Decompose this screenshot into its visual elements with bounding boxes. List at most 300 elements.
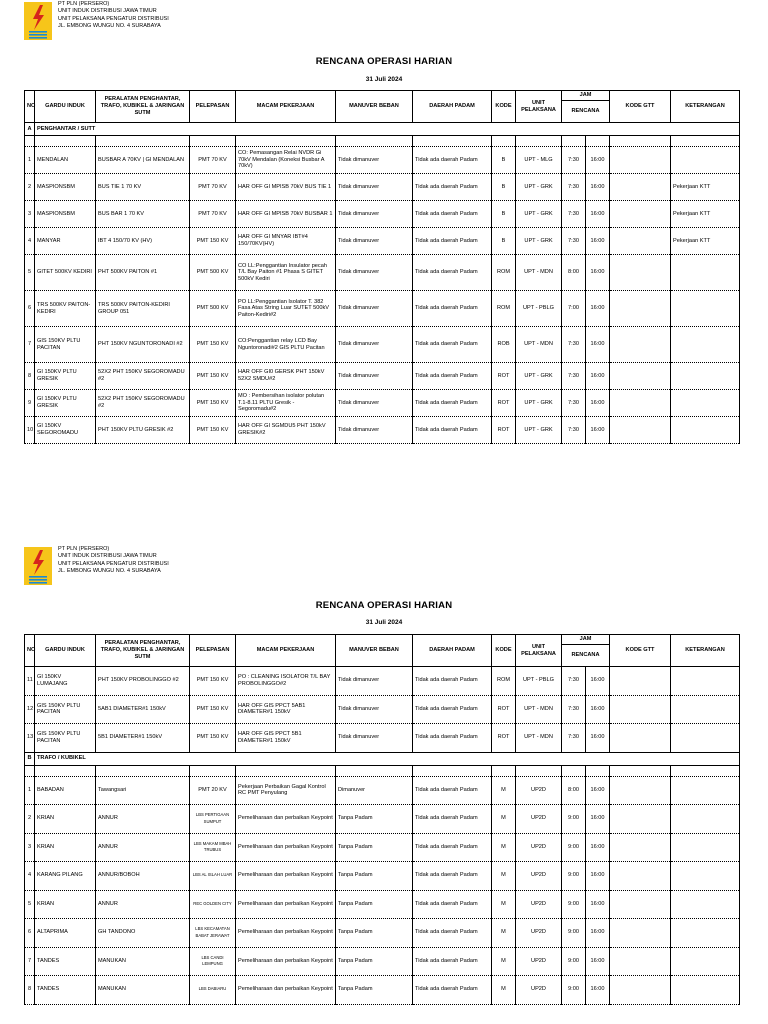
cell-jam-mulai: 7:30 [562,201,586,228]
cell-no: 5 [25,890,35,919]
cell-daerah-padam: Tidak ada daerah Padam [413,255,492,291]
cell-gardu-induk: GI 150KV SEGOROMADU [35,417,96,444]
company-unit-pelaksana: UNIT PELAKSANA PENGATUR DISTRIBUSI [58,560,169,567]
cell-macam-pekerjaan: CO:Penggantian relay LCD Bay Nguntoronadi#2 GIS PLTU Pacitan [236,327,336,363]
cell-kode-gtt [610,805,671,834]
cell-pelepasan: PMT 150 KV [190,390,236,417]
cell-kode-gtt [610,947,671,976]
table-row [25,255,740,291]
cell-jam-selesai: 16:00 [586,833,610,862]
col-manuver-beban: MANUVER BEBAN [336,635,413,667]
section-letter: B [25,752,35,765]
table-row [25,919,740,948]
cell-keterangan [671,976,740,1005]
cell-jam-mulai: 9:00 [562,947,586,976]
col-keterangan: KETERANGAN [671,635,740,667]
col-peralatan: PERALATAN PENGHANTAR, TRAFO, KUBIKEL & JARINGAN SUTM [96,635,190,667]
cell-kode: B [492,201,516,228]
cell-jam-mulai: 7:30 [562,228,586,255]
cell-unit-pelaksana: UPT - MLG [516,147,562,174]
cell-gardu-induk: TANDES [35,976,96,1005]
cell-daerah-padam: Tidak ada daerah Padam [413,695,492,724]
cell-pelepasan: PMT 150 KV [190,327,236,363]
cell-daerah-padam: Tidak ada daerah Padam [413,417,492,444]
col-pelepasan: PELEPASAN [190,635,236,667]
spacer-row [25,765,740,776]
cell-kode: ROB [492,327,516,363]
cell-jam-selesai: 16:00 [586,890,610,919]
cell-no: 3 [25,201,35,228]
cell-no: 8 [25,976,35,1005]
cell-daerah-padam: Tidak ada daerah Padam [413,390,492,417]
cell-macam-pekerjaan: MO : Pembersihan isolator polutan T.1-8.11 PLTU Gresik - Segoromadu#2 [236,390,336,417]
cell-manuver-beban: Tidak dimanuver [336,695,413,724]
cell-kode-gtt [610,919,671,948]
cell-daerah-padam: Tidak ada daerah Padam [413,805,492,834]
cell-peralatan: PHT 150KV PLTU GRESIK #2 [96,417,190,444]
cell-keterangan [671,390,740,417]
cell-no: 9 [25,390,35,417]
cell-manuver-beban: Tidak dimanuver [336,724,413,753]
cell-jam-selesai: 16:00 [586,228,610,255]
cell-keterangan: Pekerjaan KTT [671,201,740,228]
cell-macam-pekerjaan: HAR OFF GI0 GERSK PHT 150kV 52X2 SMDU#2 [236,363,336,390]
cell-daerah-padam: Tidak ada daerah Padam [413,201,492,228]
cell-jam-mulai: 9:00 [562,862,586,891]
cell-manuver-beban: Tanpa Padam [336,919,413,948]
cell-daerah-padam: Tidak ada daerah Padam [413,947,492,976]
cell-pelepasan: PMT 500 KV [190,291,236,327]
cell-pelepasan: LBS AL ISLAH LUAR [190,862,236,891]
cell-manuver-beban: Tanpa Padam [336,833,413,862]
company-name: PT PLN (PERSERO) [58,1,110,7]
cell-daerah-padam: Tidak ada daerah Padam [413,363,492,390]
cell-daerah-padam: Tidak ada daerah Padam [413,976,492,1005]
cell-gardu-induk: MANYAR [35,228,96,255]
cell-macam-pekerjaan: Pemeliharaan dan perbaikan Keypoint [236,833,336,862]
cell-pelepasan: LBS MAKAM MBAH TRUBUS [190,833,236,862]
col-rencana: RENCANA [562,101,610,123]
cell-manuver-beban: Tidak dimanuver [336,327,413,363]
cell-gardu-induk: GITET 500KV KEDIRI [35,255,96,291]
cell-jam-selesai: 16:00 [586,667,610,696]
cell-pelepasan: REC GOLDEN CITY [190,890,236,919]
cell-macam-pekerjaan: Pemeliharaan dan perbaikan Keypoint [236,805,336,834]
cell-unit-pelaksana: UPT - GRK [516,390,562,417]
cell-kode-gtt [610,327,671,363]
company-unit-pelaksana: UNIT PELAKSANA PENGATUR DISTRIBUSI [58,15,169,22]
cell-keterangan [671,776,740,805]
cell-kode-gtt [610,363,671,390]
table-row [25,291,740,327]
table-body [25,667,740,753]
cell-jam-selesai: 16:00 [586,327,610,363]
cell-no: 1 [25,147,35,174]
table-row [25,327,740,363]
col-daerah-padam: DAERAH PADAM [413,635,492,667]
section-row [25,752,740,765]
cell-kode: ROM [492,291,516,327]
cell-jam-selesai: 16:00 [586,776,610,805]
cell-keterangan [671,862,740,891]
cell-macam-pekerjaan: Pemeliharaan dan perbaikan Keypoint [236,919,336,948]
cell-kode: ROT [492,363,516,390]
col-no: NO [25,91,35,123]
cell-pelepasan: LBS KECAMATAN BABAT JERAWAT [190,919,236,948]
col-macam-pekerjaan: MACAM PEKERJAAN [236,635,336,667]
cell-gardu-induk: GI 150KV PLTU GRESIK [35,363,96,390]
cell-jam-selesai: 16:00 [586,724,610,753]
document-date: 31 Juli 2024 [365,76,403,83]
company-unit-induk: UNIT INDUK DISTRIBUSI JAWA TIMUR [58,553,157,560]
cell-kode: M [492,776,516,805]
cell-macam-pekerjaan: PO LL:Penggantian Isolator T. 382 Fasa Atas String Luar SUTET 500kV Paiton-Kediri#2 [236,291,336,327]
cell-no: 11 [25,667,35,696]
cell-jam-mulai: 8:00 [562,255,586,291]
cell-kode-gtt [610,174,671,201]
col-gardu-induk: GARDU INDUK [35,635,96,667]
cell-macam-pekerjaan: Pemeliharaan dan perbaikan Keypoint [236,862,336,891]
cell-jam-selesai: 16:00 [586,201,610,228]
cell-gardu-induk: KRIAN [35,833,96,862]
document-title: RENCANA OPERASI HARIAN [315,56,453,67]
cell-manuver-beban: Tidak dimanuver [336,255,413,291]
cell-keterangan [671,724,740,753]
table-row [25,363,740,390]
cell-kode-gtt [610,976,671,1005]
cell-peralatan: BUSBAR A 70KV | GI MENDALAN [96,147,190,174]
cell-manuver-beban: Tidak dimanuver [336,147,413,174]
cell-peralatan: 52X2 PHT 150KV SEGOROMADU #2 [96,363,190,390]
cell-jam-selesai: 16:00 [586,976,610,1005]
col-unit-pelaksana: UNIT PELAKSANA [516,91,562,123]
cell-kode-gtt [610,667,671,696]
company-address [58,546,169,576]
cell-kode: B [492,147,516,174]
cell-jam-mulai: 9:00 [562,833,586,862]
cell-manuver-beban: Tidak dimanuver [336,363,413,390]
cell-pelepasan: PMT 150 KV [190,667,236,696]
cell-gardu-induk: KARANG PILANG [35,862,96,891]
cell-pelepasan: PMT 150 KV [190,417,236,444]
cell-no: 7 [25,947,35,976]
cell-unit-pelaksana: UP2D [516,805,562,834]
cell-peralatan: 52X2 PHT 150KV SEGOROMADU #2 [96,390,190,417]
cell-peralatan: 5AB1 DIAMETER#1 150kV [96,695,190,724]
cell-keterangan [671,327,740,363]
cell-kode-gtt [610,862,671,891]
cell-pelepasan: PMT 500 KV [190,255,236,291]
cell-jam-mulai: 7:30 [562,363,586,390]
cell-gardu-induk: GIS 150KV PLTU PACITAN [35,327,96,363]
cell-jam-mulai: 9:00 [562,919,586,948]
cell-jam-selesai: 16:00 [586,291,610,327]
cell-no: 13 [25,724,35,753]
cell-gardu-induk: MASPIONSBM [35,201,96,228]
cell-keterangan [671,695,740,724]
cell-jam-selesai: 16:00 [586,919,610,948]
cell-keterangan [671,919,740,948]
cell-jam-mulai: 9:00 [562,976,586,1005]
cell-jam-mulai: 7:30 [562,417,586,444]
spacer-row [25,136,740,147]
cell-peralatan: 5B1 DIAMETER#1 150kV [96,724,190,753]
cell-peralatan: ANNUR [96,890,190,919]
cell-jam-mulai: 7:00 [562,291,586,327]
cell-jam-selesai: 16:00 [586,174,610,201]
cell-jam-mulai: 7:30 [562,667,586,696]
table-row [25,833,740,862]
cell-kode-gtt [610,890,671,919]
cell-keterangan [671,147,740,174]
cell-gardu-induk: TANDES [35,947,96,976]
cell-jam-selesai: 16:00 [586,417,610,444]
cell-macam-pekerjaan: HAR OFF GI MPISB 70kV BUS TIE 1 [236,174,336,201]
cell-jam-mulai: 7:30 [562,724,586,753]
cell-kode: ROT [492,390,516,417]
cell-daerah-padam: Tidak ada daerah Padam [413,833,492,862]
cell-macam-pekerjaan: HAR OFF GI MPISB 70kV BUSBAR 1 [236,201,336,228]
cell-peralatan: ANNUR [96,805,190,834]
cell-gardu-induk: MASPIONSBM [35,174,96,201]
cell-manuver-beban: Tanpa Padam [336,947,413,976]
col-daerah-padam: DAERAH PADAM [413,91,492,123]
table-row [25,695,740,724]
cell-peralatan: PHT 500KV PAITON #1 [96,255,190,291]
cell-daerah-padam: Tidak ada daerah Padam [413,667,492,696]
cell-daerah-padam: Tidak ada daerah Padam [413,291,492,327]
cell-unit-pelaksana: UP2D [516,833,562,862]
cell-macam-pekerjaan: CO LL:Penggantian Insulator pecah T/L Bay Paiton #1 Phasa S GITET 500kV Kediri [236,255,336,291]
cell-pelepasan: PMT 150 KV [190,695,236,724]
cell-jam-selesai: 16:00 [586,363,610,390]
cell-macam-pekerjaan: PO : CLEANING ISOLATOR T/L BAY PROBOLINGGO#2 [236,667,336,696]
cell-jam-selesai: 16:00 [586,255,610,291]
col-peralatan: PERALATAN PENGHANTAR, TRAFO, KUBIKEL & JARINGAN SUTM [96,91,190,123]
cell-no: 12 [25,695,35,724]
cell-manuver-beban: Tidak dimanuver [336,417,413,444]
cell-keterangan: Pekerjaan KTT [671,228,740,255]
company-street: JL. EMBONG WUNGU NO. 4 SURABAYA [58,568,161,575]
cell-peralatan: PHT 150KV PROBOLINGGO #2 [96,667,190,696]
cell-manuver-beban: Tanpa Padam [336,805,413,834]
company-address [58,1,169,31]
col-gardu-induk: GARDU INDUK [35,91,96,123]
cell-pelepasan: PMT 70 KV [190,174,236,201]
cell-jam-selesai: 16:00 [586,805,610,834]
cell-unit-pelaksana: UPT - GRK [516,174,562,201]
cell-daerah-padam: Tidak ada daerah Padam [413,890,492,919]
pln-logo [24,2,52,40]
cell-unit-pelaksana: UPT - MDN [516,327,562,363]
cell-unit-pelaksana: UPT - GRK [516,417,562,444]
cell-kode-gtt [610,291,671,327]
cell-kode-gtt [610,695,671,724]
cell-no: 5 [25,255,35,291]
cell-jam-mulai: 7:30 [562,695,586,724]
cell-no: 1 [25,776,35,805]
cell-manuver-beban: Tanpa Padam [336,890,413,919]
cell-gardu-induk: BABADAN [35,776,96,805]
cell-pelepasan: PMT 150 KV [190,724,236,753]
company-unit-induk: UNIT INDUK DISTRIBUSI JAWA TIMUR [58,8,157,15]
cell-unit-pelaksana: UPT - GRK [516,201,562,228]
table-row [25,417,740,444]
col-keterangan: KETERANGAN [671,91,740,123]
cell-kode-gtt [610,228,671,255]
cell-keterangan [671,255,740,291]
cell-no: 10 [25,417,35,444]
table-row [25,862,740,891]
cell-unit-pelaksana: UP2D [516,919,562,948]
cell-unit-pelaksana: UPT - MDN [516,255,562,291]
company-street: JL. EMBONG WUNGU NO. 4 SURABAYA [58,23,161,30]
cell-jam-selesai: 16:00 [586,695,610,724]
cell-macam-pekerjaan: HAR OFF GI MNYAR IBT#4 150/70KV(HV) [236,228,336,255]
cell-keterangan [671,890,740,919]
cell-manuver-beban: Tanpa Padam [336,976,413,1005]
cell-keterangan [671,417,740,444]
table-row [25,890,740,919]
cell-pelepasan: PMT 20 KV [190,776,236,805]
section-label: PENGHANTAR / SUTT [35,123,740,136]
cell-gardu-induk: ALTAPRIMA [35,919,96,948]
table-body [25,776,740,1004]
cell-pelepasan: LBS PERTIGAAN SUMPUT [190,805,236,834]
cell-no: 3 [25,833,35,862]
col-kode-gtt: KODE GTT [610,91,671,123]
col-no: NO [25,635,35,667]
cell-manuver-beban: Tidak dimanuver [336,228,413,255]
cell-kode: B [492,174,516,201]
cell-jam-mulai: 9:00 [562,890,586,919]
col-manuver-beban: MANUVER BEBAN [336,91,413,123]
cell-daerah-padam: Tidak ada daerah Padam [413,174,492,201]
cell-macam-pekerjaan: Pemeliharaan dan perbaikan Keypoint [236,976,336,1005]
cell-daerah-padam: Tidak ada daerah Padam [413,228,492,255]
cell-peralatan: PHT 150KV NGUNTORONADI #2 [96,327,190,363]
cell-manuver-beban: Dimanuver [336,776,413,805]
table-row [25,228,740,255]
cell-unit-pelaksana: UPT - MDN [516,695,562,724]
cell-gardu-induk: KRIAN [35,890,96,919]
cell-jam-mulai: 7:30 [562,147,586,174]
cell-peralatan: ANNUR/BOBOH [96,862,190,891]
cell-manuver-beban: Tidak dimanuver [336,667,413,696]
cell-kode-gtt [610,833,671,862]
cell-peralatan: MANUKAN [96,976,190,1005]
cell-keterangan [671,291,740,327]
cell-macam-pekerjaan: CO: Pemasangan Relai NVDR Gi 70kV Mendalan (Koneksi Busbar A 70kV) [236,147,336,174]
cell-jam-mulai: 8:00 [562,776,586,805]
table-row [25,947,740,976]
cell-macam-pekerjaan: HAR OFF GIS PPCT 5AB1 DIAMETER#1 150kV [236,695,336,724]
cell-manuver-beban: Tidak dimanuver [336,201,413,228]
table-row [25,667,740,696]
cell-kode-gtt [610,147,671,174]
cell-no: 6 [25,919,35,948]
cell-keterangan [671,667,740,696]
cell-kode-gtt [610,724,671,753]
cell-unit-pelaksana: UP2D [516,947,562,976]
cell-daerah-padam: Tidak ada daerah Padam [413,776,492,805]
cell-kode: M [492,919,516,948]
cell-kode-gtt [610,201,671,228]
cell-pelepasan: PMT 70 KV [190,201,236,228]
cell-manuver-beban: Tidak dimanuver [336,291,413,327]
col-rencana: RENCANA [562,645,610,667]
col-macam-pekerjaan: MACAM PEKERJAAN [236,91,336,123]
cell-daerah-padam: Tidak ada daerah Padam [413,327,492,363]
cell-kode: ROT [492,417,516,444]
col-kode: KODE [492,635,516,667]
cell-unit-pelaksana: UPT - PBLG [516,291,562,327]
cell-pelepasan: PMT 150 KV [190,228,236,255]
section-label: TRAFO / KUBIKEL [35,752,740,765]
cell-manuver-beban: Tidak dimanuver [336,174,413,201]
cell-peralatan: MANUKAN [96,947,190,976]
cell-kode: M [492,833,516,862]
cell-kode-gtt [610,390,671,417]
cell-peralatan: GH TANDONO [96,919,190,948]
cell-pelepasan: LBS DABIARU [190,976,236,1005]
cell-keterangan [671,947,740,976]
table-body [25,147,740,444]
cell-jam-mulai: 9:00 [562,805,586,834]
table-row [25,805,740,834]
cell-jam-mulai: 7:30 [562,174,586,201]
cell-kode-gtt [610,776,671,805]
cell-peralatan: IBT 4 150/70 KV (HV) [96,228,190,255]
cell-jam-selesai: 16:00 [586,390,610,417]
cell-unit-pelaksana: UPT - MDN [516,724,562,753]
document-page-2 [0,545,768,1024]
cell-macam-pekerjaan: Pemeliharaan dan perbaikan Keypoint [236,947,336,976]
document-title: RENCANA OPERASI HARIAN [315,600,453,611]
cell-keterangan: Pekerjaan KTT [671,174,740,201]
cell-manuver-beban: Tidak dimanuver [336,390,413,417]
cell-no: 4 [25,862,35,891]
cell-gardu-induk: GIS 150KV PLTU PACITAN [35,724,96,753]
col-unit-pelaksana: UNIT PELAKSANA [516,635,562,667]
cell-gardu-induk: KRIAN [35,805,96,834]
cell-gardu-induk: TRS 500KV PAITON-KEDIRI [35,291,96,327]
cell-kode-gtt [610,255,671,291]
cell-peralatan: Tawangsari [96,776,190,805]
cell-macam-pekerjaan: Pemeliharaan dan perbaikan Keypoint [236,890,336,919]
cell-jam-selesai: 16:00 [586,947,610,976]
cell-daerah-padam: Tidak ada daerah Padam [413,147,492,174]
cell-unit-pelaksana: UP2D [516,890,562,919]
table-row [25,776,740,805]
cell-gardu-induk: GI 150KV PLTU GRESIK [35,390,96,417]
cell-jam-selesai: 16:00 [586,147,610,174]
cell-kode: M [492,805,516,834]
table-row [25,147,740,174]
cell-jam-selesai: 16:00 [586,862,610,891]
cell-no: 2 [25,174,35,201]
cell-kode: M [492,947,516,976]
cell-no: 4 [25,228,35,255]
cell-kode: ROT [492,695,516,724]
cell-unit-pelaksana: UPT - GRK [516,228,562,255]
cell-gardu-induk: MENDALAN [35,147,96,174]
cell-gardu-induk: GIS 150KV PLTU PACITAN [35,695,96,724]
document-page-1 [0,0,768,500]
cell-unit-pelaksana: UP2D [516,976,562,1005]
cell-daerah-padam: Tidak ada daerah Padam [413,724,492,753]
table-row [25,976,740,1005]
